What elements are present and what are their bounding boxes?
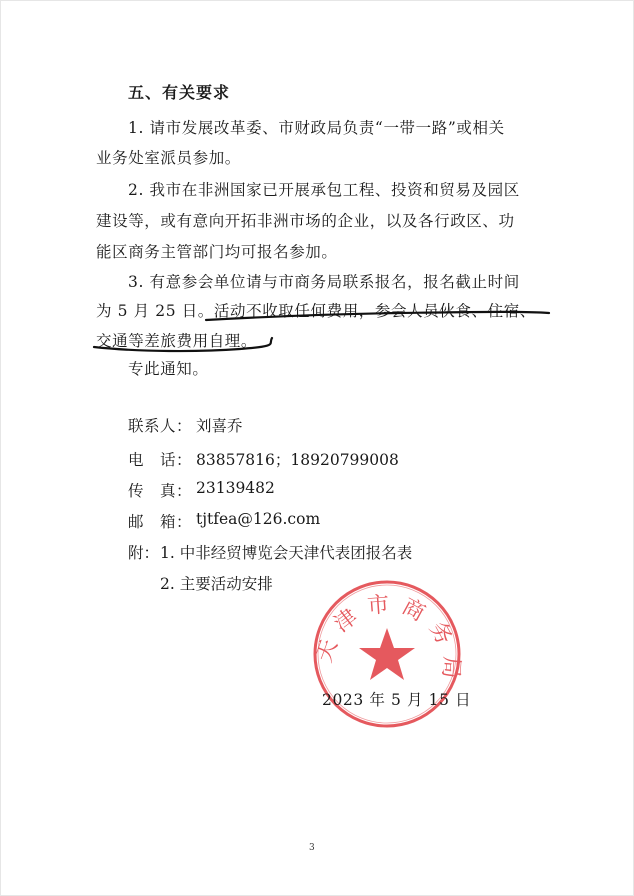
contact-email-label: 邮 箱： xyxy=(128,513,193,531)
issue-date: 2023 年 5 月 15 日 xyxy=(322,691,472,709)
requirement-2-line-1: 2. 我市在非洲国家已开展承包工程、投资和贸易及园区 xyxy=(128,181,520,199)
contact-person-value: 刘喜乔 xyxy=(196,417,243,435)
requirement-3-line-2: 为 5 月 25 日。活动不收取任何费用，参会人员伙食、住宿、 xyxy=(96,302,536,320)
contact-email-value: tjtfea@126.com xyxy=(196,510,321,528)
page-number: 3 xyxy=(309,843,315,853)
contact-fax-value: 23139482 xyxy=(196,479,275,497)
svg-text:天津市商务局: 天津市商务局 xyxy=(311,591,464,690)
contact-phone-value: 83857816；18920799008 xyxy=(196,451,399,469)
attachment-item-1: 1. 中非经贸博览会天津代表团报名表 xyxy=(160,544,413,562)
attachments-label: 附： xyxy=(128,544,160,562)
contact-person-label: 联系人： xyxy=(128,417,193,435)
contact-phone-label: 电 话： xyxy=(128,451,193,469)
requirement-3-line-1: 3. 有意参会单位请与市商务局联系报名，报名截止时间 xyxy=(128,273,520,291)
contact-fax-label: 传 真： xyxy=(128,482,193,500)
attachment-item-2: 2. 主要活动安排 xyxy=(160,575,273,593)
requirement-1-line-1: 1. 请市发展改革委、市财政局负责“一带一路”或相关 xyxy=(128,119,505,137)
requirement-2-line-2: 建设等，或有意向开拓非洲市场的企业，以及各行政区、功 xyxy=(96,212,515,230)
requirement-3-line-3: 交通等差旅费用自理。 xyxy=(96,332,258,350)
closing-text: 专此通知。 xyxy=(128,360,209,378)
section-heading: 五、有关要求 xyxy=(128,83,231,102)
requirement-2-line-3: 能区商务主管部门均可报名参加。 xyxy=(96,243,338,261)
requirement-1-line-2: 业务处室派员参加。 xyxy=(96,149,241,167)
